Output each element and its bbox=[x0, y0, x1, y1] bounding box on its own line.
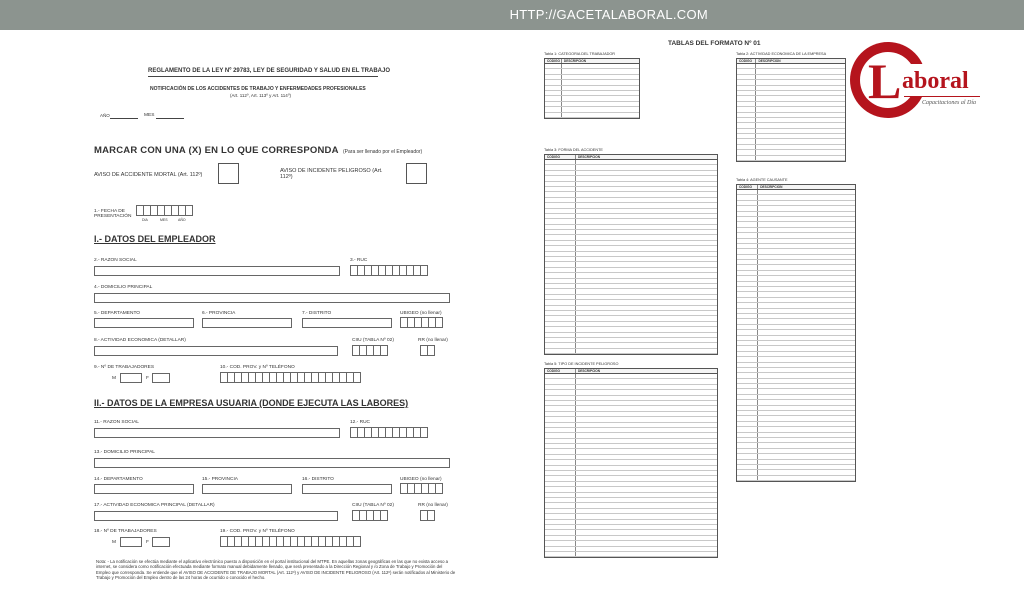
employer-actividad-label: 8.- ACTIVIDAD ECONOMICA (DETALLAR) bbox=[94, 338, 186, 343]
user-distrito-label: 16.- DISTRITO bbox=[302, 477, 334, 482]
form-footnote: Nota: - La notificación se efectúa mediante el aplicativo electrónico puesto a disposición en el portal institucional del MTPE. En aquellas zonas geográficas en las que no exista acceso a internet, se considera como notificación efectuada mediante formato manual debidamente llenado, que será presentado a la Dirección Regional y /o Zona de Trabajo y Promoción del Empleo que corresponda. Se entiende que el AVISO DE ACCIDENTE DE TRABAJO MORTAL (Art. 112º) y AVISO DE INCIDENTE PELIGROSO (Art. 112º) serán notificados al Ministerio de Trabajo y Promoción del Empleo dentro de las 24 horas de ocurrido o conocido el hecho. bbox=[96, 559, 456, 580]
employer-rr-label: RR (no llenar) bbox=[418, 338, 448, 343]
employer-ubigeo-cells[interactable] bbox=[400, 317, 442, 328]
table-row bbox=[545, 552, 717, 557]
table-row bbox=[545, 349, 717, 354]
logo-divider bbox=[904, 96, 980, 97]
table-causing-agent-grid bbox=[736, 184, 856, 482]
user-domicilio-field[interactable] bbox=[94, 458, 450, 468]
table-causing-agent-caption: Tabla 4: AGENTE CAUSANTE bbox=[736, 178, 788, 182]
logo-letter: L bbox=[868, 53, 902, 109]
table-accident-form bbox=[544, 148, 718, 355]
code-column-header: CODIGO bbox=[737, 185, 758, 189]
user-workers-label: 18.- Nº DE TRABAJADORES bbox=[94, 529, 157, 534]
employer-actividad-field[interactable] bbox=[94, 346, 338, 356]
employer-workers-m-field[interactable] bbox=[120, 373, 142, 383]
table-row bbox=[737, 476, 855, 481]
date-part-month: MES bbox=[160, 218, 168, 222]
employer-ciiu-cells[interactable] bbox=[352, 345, 387, 356]
description-column-header: DESCRIPCION bbox=[758, 59, 781, 63]
dangerous-checkbox[interactable] bbox=[406, 163, 427, 184]
fatal-option-label: AVISO DE ACCIDENTE MORTAL (Art. 112º) bbox=[94, 172, 203, 178]
user-phone-label: 19.- COD. PROV. y Nº TELÉFONO bbox=[220, 529, 295, 534]
section-user-company-heading: II.- DATOS DE LA EMPRESA USUARIA (DONDE EJECUTA LAS LABORES) bbox=[94, 398, 409, 408]
employer-workers-f-field[interactable] bbox=[152, 373, 170, 383]
code-column-header: CODIGO bbox=[545, 155, 576, 159]
user-departamento-label: 14.- DEPARTAMENTO bbox=[94, 477, 143, 482]
employer-distrito-field[interactable] bbox=[302, 318, 392, 328]
employer-rr-cells[interactable] bbox=[420, 345, 434, 356]
user-workers-f-field[interactable] bbox=[152, 537, 170, 547]
laboral-logo[interactable] bbox=[850, 42, 980, 120]
table-economic-activity-grid bbox=[736, 58, 846, 162]
table-worker-category-grid bbox=[544, 58, 640, 119]
employer-ruc-label: 3.- RUC bbox=[350, 258, 368, 263]
logo-tagline: Capacitaciones al Día bbox=[922, 100, 976, 106]
table-accident-form-caption: Tabla 3: FORMA DEL ACCIDENTE bbox=[544, 148, 603, 152]
user-workers-m-label: M bbox=[112, 540, 116, 545]
employer-phone-cells[interactable] bbox=[220, 372, 360, 383]
user-rr-cells[interactable] bbox=[420, 510, 434, 521]
notification-form bbox=[80, 62, 470, 602]
code-column-header: CODIGO bbox=[737, 59, 756, 63]
description-column-header: DESCRIPCION bbox=[577, 369, 601, 373]
user-departamento-field[interactable] bbox=[94, 484, 194, 494]
user-razon-label: 11.- RAZON SOCIAL bbox=[94, 420, 139, 425]
code-column-header: CODIGO bbox=[545, 369, 576, 373]
table-dangerous-incident-grid bbox=[544, 368, 718, 558]
mark-instruction: MARCAR CON UNA (X) EN LO QUE CORRESPONDA bbox=[94, 145, 339, 156]
presentation-date-label: 1.- FECHA DE PRESENTACIÓN bbox=[94, 209, 132, 219]
date-part-year: AÑO bbox=[178, 218, 186, 222]
employer-domicilio-label: 4.- DOMICILIO PRINCIPAL bbox=[94, 285, 153, 290]
employer-ciiu-label: CIIU (TABLA Nº 02) bbox=[352, 338, 394, 343]
user-provincia-label: 15.- PROVINCIA bbox=[202, 477, 238, 482]
code-column-header: CODIGO bbox=[547, 59, 560, 63]
employer-provincia-label: 6.- PROVINCIA bbox=[202, 311, 236, 316]
user-domicilio-label: 13.- DOMICILIO PRINCIPAL bbox=[94, 450, 155, 455]
employer-razon-label: 2.- RAZON SOCIAL bbox=[94, 258, 137, 263]
fatal-checkbox[interactable] bbox=[218, 163, 239, 184]
user-rr-label: RR (no llenar) bbox=[418, 503, 448, 508]
table-economic-activity-caption: Tabla 2: ACTIVIDAD ECONOMICA DE LA EMPRESA bbox=[736, 52, 827, 56]
description-column-header: DESCRIPCION bbox=[563, 59, 587, 63]
table-worker-category-caption: Tabla 1: CATEGORIA DEL TRABAJADOR bbox=[544, 52, 616, 56]
user-ubigeo-cells[interactable] bbox=[400, 483, 442, 494]
top-banner bbox=[0, 0, 1024, 30]
table-accident-form-grid bbox=[544, 154, 718, 355]
table-worker-category bbox=[544, 52, 640, 119]
table-economic-activity bbox=[736, 52, 846, 162]
site-url[interactable]: HTTP://GACETALABORAL.COM bbox=[509, 7, 708, 22]
section-employer-heading: I.- DATOS DEL EMPLEADOR bbox=[94, 234, 216, 244]
user-actividad-label: 17.- ACTIVIDAD ECONOMICA PRINCIPAL (DETALLAR) bbox=[94, 503, 215, 508]
user-actividad-field[interactable] bbox=[94, 511, 338, 521]
year-line bbox=[110, 118, 138, 119]
month-line bbox=[156, 118, 184, 119]
logo-word: aboral bbox=[902, 68, 969, 94]
employer-workers-f-label: F bbox=[146, 376, 149, 381]
description-column-header: DESCRIPCION bbox=[760, 185, 783, 189]
date-part-day: DIA bbox=[142, 218, 148, 222]
employer-provincia-field[interactable] bbox=[202, 318, 292, 328]
user-workers-m-field[interactable] bbox=[120, 537, 142, 547]
user-phone-cells[interactable] bbox=[220, 536, 360, 547]
dangerous-option-label: AVISO DE INCIDENTE PELIGROSO (Art. 112º) bbox=[280, 168, 383, 180]
title-underline bbox=[148, 76, 378, 77]
employer-workers-label: 9.- Nº DE TRABAJADORES bbox=[94, 365, 155, 370]
user-provincia-field[interactable] bbox=[202, 484, 292, 494]
description-column-header: DESCRIPCION bbox=[577, 155, 601, 159]
tables-heading: TABLAS DEL FORMATO Nº 01 bbox=[668, 40, 761, 47]
user-ubigeo-label: UBIGEO (no llenar) bbox=[400, 477, 442, 482]
user-ciiu-cells[interactable] bbox=[352, 510, 387, 521]
table-dangerous-incident bbox=[544, 362, 718, 558]
form-articles: (Art. 112º, Art. 113º y Art. 114º) bbox=[230, 93, 291, 98]
presentation-date-cells[interactable] bbox=[136, 205, 192, 216]
employer-phone-label: 10.- COD. PROV. y Nº TELÉFONO bbox=[220, 365, 295, 370]
instruction-note: (Para ser llenado por el Empleador) bbox=[343, 149, 423, 155]
table-dangerous-incident-caption: Tabla 5: TIPO DE INCIDENTE PELIGROSO bbox=[544, 362, 619, 366]
user-workers-f-label: F bbox=[146, 540, 149, 545]
user-ruc-cells[interactable] bbox=[350, 427, 427, 438]
table-row bbox=[545, 113, 639, 118]
employer-departamento-label: 5.- DEPARTAMENTO bbox=[94, 311, 141, 316]
employer-ruc-cells[interactable] bbox=[350, 265, 427, 276]
user-ciiu-label: CIIU (TABLA Nº 02) bbox=[352, 503, 394, 508]
month-label: MES bbox=[144, 113, 155, 118]
table-row bbox=[737, 156, 845, 161]
employer-departamento-field[interactable] bbox=[94, 318, 194, 328]
table-causing-agent bbox=[736, 178, 856, 482]
employer-domicilio-field[interactable] bbox=[94, 293, 450, 303]
employer-razon-field[interactable] bbox=[94, 266, 340, 276]
user-razon-field[interactable] bbox=[94, 428, 340, 438]
form-title: REGLAMENTO DE LA LEY Nº 29783, LEY DE SEGURIDAD Y SALUD EN EL TRABAJO bbox=[148, 68, 391, 74]
slide-content bbox=[0, 30, 1024, 580]
year-label: AÑO bbox=[100, 113, 110, 118]
form-subtitle: NOTIFICACIÓN DE LOS ACCIDENTES DE TRABAJO Y ENFERMEDADES PROFESIONALES bbox=[150, 86, 366, 92]
employer-ubigeo-label: UBIGEO (no llenar) bbox=[400, 311, 442, 316]
user-ruc-label: 12.- RUC bbox=[350, 420, 370, 425]
user-distrito-field[interactable] bbox=[302, 484, 392, 494]
employer-workers-m-label: M bbox=[112, 376, 116, 381]
employer-distrito-label: 7.- DISTRITO bbox=[302, 311, 332, 316]
